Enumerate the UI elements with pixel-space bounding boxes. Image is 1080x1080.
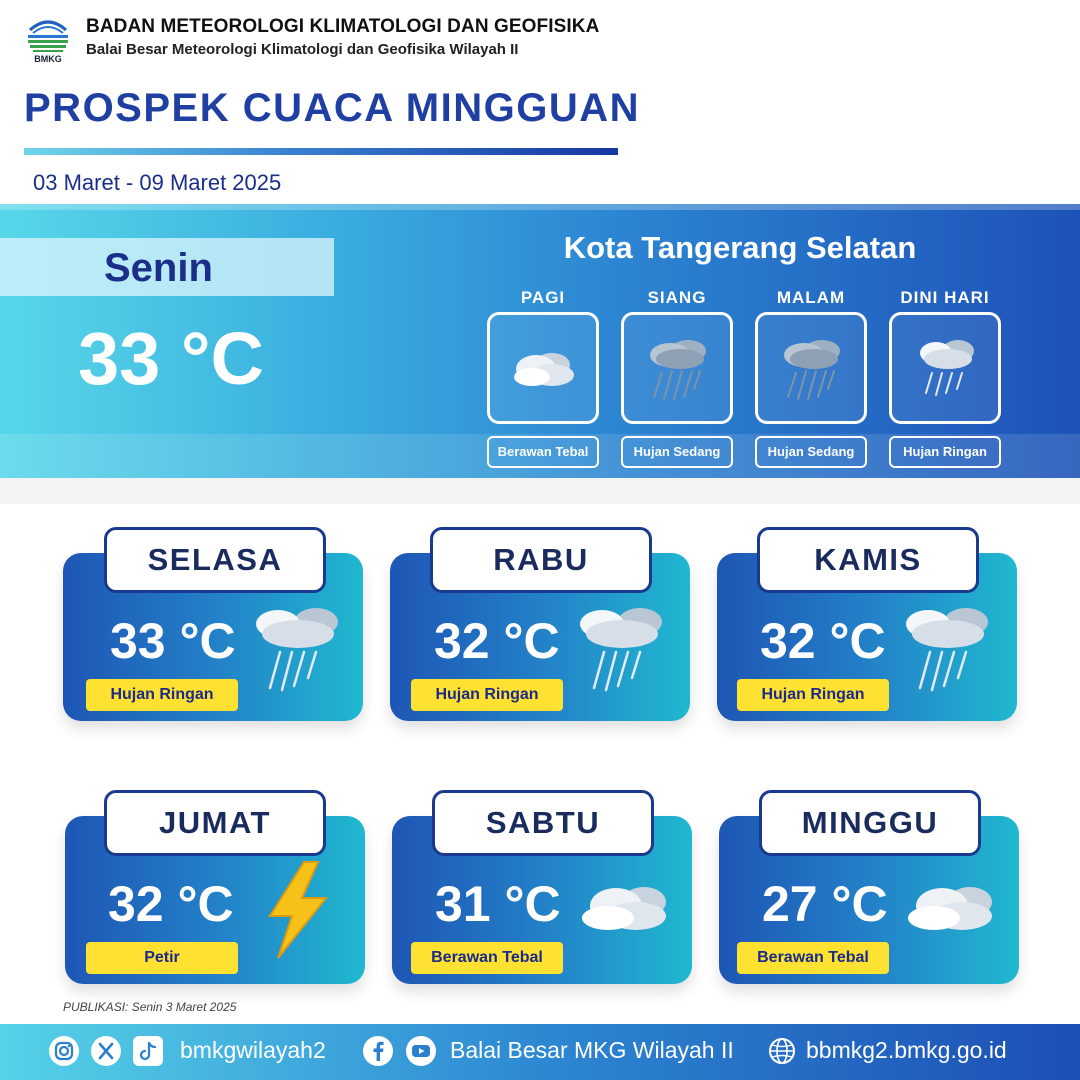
- day-condition: Berawan Tebal: [411, 942, 563, 974]
- youtube-icon[interactable]: [405, 1035, 437, 1067]
- day-label: SELASA: [104, 527, 326, 593]
- day-temperature: 31 °C: [435, 876, 561, 932]
- tiktok-icon[interactable]: [132, 1035, 164, 1067]
- moderate-rain-icon: [634, 325, 720, 411]
- day-temperature: 33 °C: [110, 613, 236, 669]
- period-label: PAGI: [520, 288, 566, 307]
- period-label: DINI HARI: [900, 288, 990, 307]
- today-banner: [0, 204, 1080, 478]
- bmkg-logo-icon: [24, 12, 72, 64]
- banner-highlight: [0, 204, 1080, 210]
- day-label: MINGGU: [759, 790, 981, 856]
- day-label: RABU: [430, 527, 652, 593]
- period-icon-box: [889, 312, 1001, 424]
- day-label: KAMIS: [757, 527, 979, 593]
- day-condition: Petir: [86, 942, 238, 974]
- instagram-icon[interactable]: [48, 1035, 80, 1067]
- title-underline: [24, 148, 618, 155]
- channel-name[interactable]: Balai Besar MKG Wilayah II: [450, 1037, 734, 1063]
- org-subtitle: Balai Besar Meteorologi Klimatologi dan Geofisika Wilayah II: [86, 41, 519, 58]
- lightning-icon: [248, 860, 348, 960]
- period-icon-box: [755, 312, 867, 424]
- day-condition: Berawan Tebal: [737, 942, 889, 974]
- day-label: JUMAT: [104, 790, 326, 856]
- light-rain-icon: [248, 600, 348, 700]
- day-temperature: 32 °C: [108, 876, 234, 932]
- website-link[interactable]: bbmkg2.bmkg.go.id: [806, 1037, 1007, 1063]
- day-condition: Hujan Ringan: [86, 679, 238, 711]
- social-handle[interactable]: bmkgwilayah2: [180, 1037, 326, 1063]
- x-twitter-icon[interactable]: [90, 1035, 122, 1067]
- period-condition: Hujan Sedang: [755, 436, 867, 468]
- period-label: MALAM: [776, 288, 846, 307]
- today-temperature: 33 °C: [78, 317, 264, 400]
- org-name: BADAN METEOROLOGI KLIMATOLOGI DAN GEOFISIKA: [86, 16, 600, 37]
- period-label: SIANG: [647, 288, 707, 307]
- globe-icon: [766, 1035, 798, 1067]
- period-condition: Berawan Tebal: [487, 436, 599, 468]
- day-temperature: 32 °C: [760, 613, 886, 669]
- light-rain-icon: [898, 600, 998, 700]
- day-condition: Hujan Ringan: [411, 679, 563, 711]
- period-condition: Hujan Ringan: [889, 436, 1001, 468]
- date-range: 03 Maret - 09 Maret 2025: [33, 170, 282, 195]
- light-rain-icon: [902, 325, 988, 411]
- cloud-icon: [500, 325, 586, 411]
- cloud-icon: [574, 860, 674, 960]
- moderate-rain-icon: [768, 325, 854, 411]
- day-temperature: 32 °C: [434, 613, 560, 669]
- period-icon-box: [621, 312, 733, 424]
- period-icon-box: [487, 312, 599, 424]
- day-condition: Hujan Ringan: [737, 679, 889, 711]
- city-name: Kota Tangerang Selatan: [563, 230, 917, 265]
- day-temperature: 27 °C: [762, 876, 888, 932]
- facebook-icon[interactable]: [362, 1035, 394, 1067]
- cloud-icon: [900, 860, 1000, 960]
- light-rain-icon: [572, 600, 672, 700]
- page-title: PROSPEK CUACA MINGGUAN: [24, 86, 640, 130]
- today-day-label: Senin: [104, 246, 213, 290]
- divider-strip: [0, 478, 1080, 504]
- period-condition: Hujan Sedang: [621, 436, 733, 468]
- logo-text: BMKG: [34, 54, 62, 64]
- day-label: SABTU: [432, 790, 654, 856]
- publication-note: PUBLIKASI: Senin 3 Maret 2025: [63, 1000, 237, 1014]
